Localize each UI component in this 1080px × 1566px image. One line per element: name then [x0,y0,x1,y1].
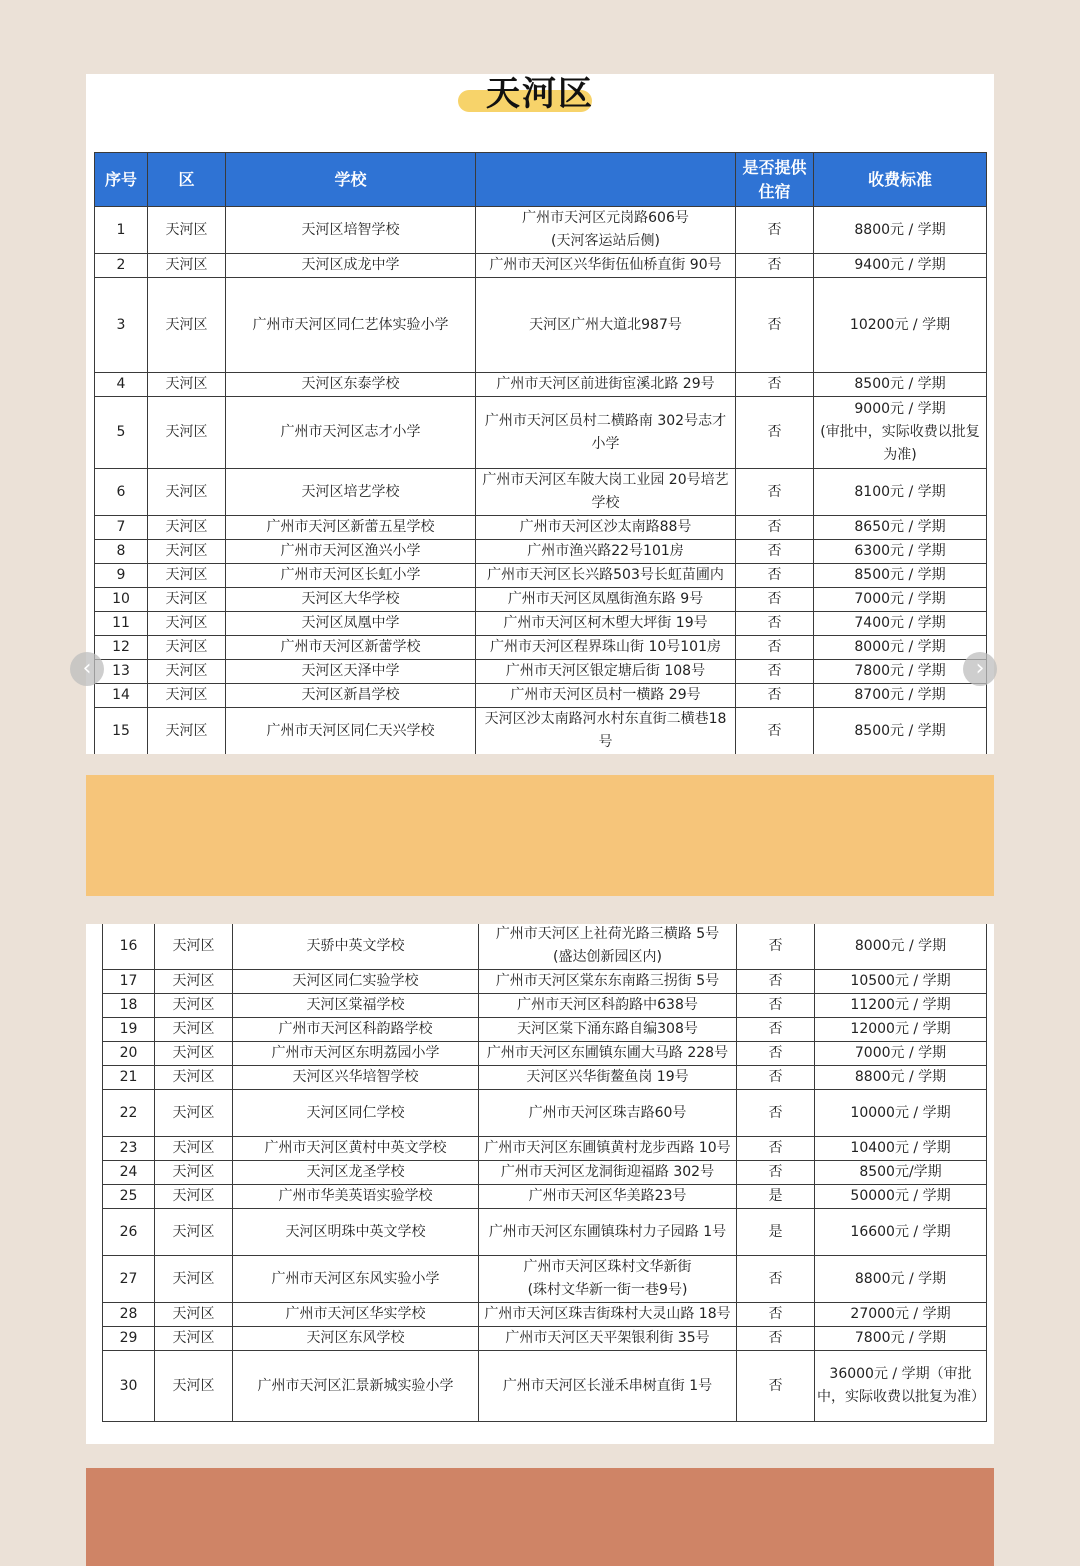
table-panel-bottom [86,924,994,1444]
cell-address: 广州市天河区车陂大岗工业园 20号培艺学校 [476,469,736,516]
cell-seq: 25 [103,1185,155,1209]
cell-school: 天骄中英文学校 [233,924,479,970]
cell-district: 天河区 [155,924,233,970]
cell-district: 天河区 [148,612,226,636]
cell-address: 广州市天河区元岗路606号 (天河客运站后侧) [476,207,736,254]
cell-seq: 20 [103,1042,155,1066]
header-school: 学校 [226,153,476,207]
table-row [103,1161,987,1185]
cell-district: 天河区 [148,684,226,708]
cell-seq: 24 [103,1161,155,1185]
cell-fee: 8800元 / 学期 [814,207,987,254]
cell-address: 广州市天河区长湴禾串树直街 1号 [479,1351,737,1422]
table-row [103,970,987,994]
cell-seq: 12 [95,636,148,660]
cell-school: 天河区凤凰中学 [226,612,476,636]
cell-boarding: 否 [736,684,814,708]
cell-school: 广州市天河区科韵路学校 [233,1018,479,1042]
cell-seq: 14 [95,684,148,708]
next-arrow-icon[interactable]: › [963,652,997,686]
cell-boarding: 否 [736,373,814,397]
cell-seq: 2 [95,254,148,278]
title-area [86,74,994,144]
cell-address: 广州市天河区龙洞街迎福路 302号 [479,1161,737,1185]
table-row [95,469,987,516]
cell-school: 广州市天河区新蕾学校 [226,636,476,660]
cell-seq: 7 [95,516,148,540]
cell-district: 天河区 [155,1066,233,1090]
cell-boarding: 否 [736,660,814,684]
table-row [103,1185,987,1209]
cell-school: 天河区天泽中学 [226,660,476,684]
cell-seq: 18 [103,994,155,1018]
cell-district: 天河区 [148,469,226,516]
cell-address: 天河区棠下涌东路自编308号 [479,1018,737,1042]
cell-fee: 10000元 / 学期 [815,1090,987,1137]
table-row [103,1090,987,1137]
cell-district: 天河区 [155,1256,233,1303]
cell-fee: 8100元 / 学期 [814,469,987,516]
cell-address: 广州市天河区科韵路中638号 [479,994,737,1018]
header-seq: 序号 [95,153,148,207]
cell-seq: 1 [95,207,148,254]
table-row [103,1137,987,1161]
cell-school: 天河区大华学校 [226,588,476,612]
cell-address: 广州市天河区珠吉街珠村大灵山路 18号 [479,1303,737,1327]
cell-fee: 8500元 / 学期 [814,564,987,588]
terracotta-band [86,1468,994,1566]
cell-school: 广州市天河区汇景新城实验小学 [233,1351,479,1422]
cell-fee: 7800元 / 学期 [815,1327,987,1351]
cell-school: 广州市天河区东明荔园小学 [233,1042,479,1066]
cell-seq: 28 [103,1303,155,1327]
table-body-part1 [95,207,987,755]
page-title: 天河区 [486,74,594,114]
cell-boarding: 否 [736,516,814,540]
cell-boarding: 否 [737,924,815,970]
cell-district: 天河区 [155,1090,233,1137]
cell-address: 广州市天河区前进街宦溪北路 29号 [476,373,736,397]
cell-seq: 3 [95,278,148,373]
cell-seq: 21 [103,1066,155,1090]
cell-fee: 10200元 / 学期 [814,278,987,373]
cell-district: 天河区 [148,588,226,612]
cell-boarding: 否 [737,1090,815,1137]
cell-seq: 4 [95,373,148,397]
cell-boarding: 否 [736,636,814,660]
cell-address: 广州市天河区东圃镇东圃大马路 228号 [479,1042,737,1066]
cell-district: 天河区 [155,1303,233,1327]
cell-school: 天河区龙圣学校 [233,1161,479,1185]
header-district: 区 [148,153,226,207]
cell-fee: 7800元 / 学期 [814,660,987,684]
cell-school: 广州市天河区志才小学 [226,397,476,469]
cell-seq: 13 [95,660,148,684]
cell-seq: 16 [103,924,155,970]
cell-fee: 11200元 / 学期 [815,994,987,1018]
cell-fee: 8500元 / 学期 [814,708,987,755]
cell-district: 天河区 [155,1042,233,1066]
cell-school: 广州市天河区同仁天兴学校 [226,708,476,755]
cell-district: 天河区 [148,540,226,564]
cell-boarding: 是 [737,1209,815,1256]
cell-boarding: 否 [737,970,815,994]
cell-address: 广州市天河区长兴路503号长虹苗圃内 [476,564,736,588]
cell-seq: 17 [103,970,155,994]
cell-address: 广州市天河区棠东东南路三拐街 5号 [479,970,737,994]
table-row [103,1042,987,1066]
cell-seq: 19 [103,1018,155,1042]
cell-school: 天河区培智学校 [226,207,476,254]
cell-address: 天河区兴华街鳌鱼岗 19号 [479,1066,737,1090]
cell-boarding: 否 [737,1042,815,1066]
table-row [95,397,987,469]
cell-boarding: 否 [737,1256,815,1303]
cell-address: 广州市天河区柯木塱大坪街 19号 [476,612,736,636]
cell-fee: 6300元 / 学期 [814,540,987,564]
cell-boarding: 否 [737,1161,815,1185]
table-row [95,207,987,254]
cell-fee: 7000元 / 学期 [814,588,987,612]
cell-fee: 9400元 / 学期 [814,254,987,278]
cell-fee: 8500元 / 学期 [814,373,987,397]
cell-school: 广州市天河区渔兴小学 [226,540,476,564]
cell-seq: 6 [95,469,148,516]
cell-boarding: 否 [736,540,814,564]
cell-boarding: 否 [736,207,814,254]
cell-school: 广州市天河区华实学校 [233,1303,479,1327]
cell-district: 天河区 [155,970,233,994]
table-header-row [95,153,987,207]
cell-boarding: 否 [736,254,814,278]
cell-school: 天河区培艺学校 [226,469,476,516]
cell-district: 天河区 [148,708,226,755]
previous-arrow-icon[interactable]: ‹ [70,652,104,686]
cell-seq: 15 [95,708,148,755]
cell-fee: 7000元 / 学期 [815,1042,987,1066]
cell-seq: 9 [95,564,148,588]
cell-school: 天河区棠福学校 [233,994,479,1018]
table-row [103,994,987,1018]
cell-school: 天河区新昌学校 [226,684,476,708]
cell-address: 广州市天河区天平架银利街 35号 [479,1327,737,1351]
cell-fee: 50000元 / 学期 [815,1185,987,1209]
cell-district: 天河区 [155,1351,233,1422]
cell-boarding: 否 [736,278,814,373]
table-row [95,636,987,660]
cell-district: 天河区 [148,254,226,278]
cell-seq: 22 [103,1090,155,1137]
cell-address: 广州市天河区员村二横路南 302号志才小学 [476,397,736,469]
cell-boarding: 否 [737,1351,815,1422]
cell-school: 广州市天河区新蕾五星学校 [226,516,476,540]
cell-fee: 8800元 / 学期 [815,1066,987,1090]
cell-address: 广州市天河区银定塘后街 108号 [476,660,736,684]
cell-address: 广州市天河区珠村文华新街 (珠村文华新一街一巷9号) [479,1256,737,1303]
cell-fee: 8800元 / 学期 [815,1256,987,1303]
cell-boarding: 否 [737,1137,815,1161]
cell-seq: 27 [103,1256,155,1303]
header-address [476,153,736,207]
cell-district: 天河区 [148,660,226,684]
cell-boarding: 否 [736,588,814,612]
cell-boarding: 否 [736,708,814,755]
cell-address: 天河区广州大道北987号 [476,278,736,373]
cell-district: 天河区 [155,1161,233,1185]
table-row [95,373,987,397]
table-body-part2 [103,924,987,1422]
cell-fee: 8000元 / 学期 [815,924,987,970]
table-panel-top [86,74,994,754]
table-row [95,254,987,278]
cell-fee: 8650元 / 学期 [814,516,987,540]
table-row [95,612,987,636]
cell-district: 天河区 [148,207,226,254]
cell-fee: 7400元 / 学期 [814,612,987,636]
cell-address: 广州市天河区兴华街伍仙桥直街 90号 [476,254,736,278]
school-fee-table-part1 [94,152,987,754]
cell-school: 天河区明珠中英文学校 [233,1209,479,1256]
cell-school: 广州市天河区东风实验小学 [233,1256,479,1303]
cell-address: 广州市天河区员村一横路 29号 [476,684,736,708]
cell-school: 天河区东泰学校 [226,373,476,397]
cell-district: 天河区 [148,516,226,540]
cell-fee: 8500元/学期 [815,1161,987,1185]
table-row [103,1066,987,1090]
cell-fee: 16600元 / 学期 [815,1209,987,1256]
cell-address: 广州市天河区凤凰街渔东路 9号 [476,588,736,612]
cell-address: 广州市天河区东圃镇珠村力子园路 1号 [479,1209,737,1256]
cell-address: 广州市天河区程界珠山街 10号101房 [476,636,736,660]
cell-fee: 12000元 / 学期 [815,1018,987,1042]
cell-fee: 10400元 / 学期 [815,1137,987,1161]
cell-address: 广州市天河区上社荷光路三横路 5号 (盛达创新园区内) [479,924,737,970]
cell-seq: 10 [95,588,148,612]
cell-boarding: 否 [736,612,814,636]
table-row [103,1327,987,1351]
cell-school: 天河区东风学校 [233,1327,479,1351]
cell-boarding: 否 [737,1018,815,1042]
school-fee-table-part2 [102,924,987,1422]
cell-fee: 8700元 / 学期 [814,684,987,708]
cell-district: 天河区 [155,1137,233,1161]
cell-seq: 29 [103,1327,155,1351]
cell-school: 天河区同仁学校 [233,1090,479,1137]
table-row [95,708,987,755]
cell-boarding: 是 [737,1185,815,1209]
cell-school: 天河区兴华培智学校 [233,1066,479,1090]
cell-fee: 9000元 / 学期 (审批中，实际收费以批复为准) [814,397,987,469]
table-row [95,684,987,708]
cell-school: 广州市天河区黄村中英文学校 [233,1137,479,1161]
table-row [103,1256,987,1303]
cell-district: 天河区 [155,1018,233,1042]
cell-district: 天河区 [148,397,226,469]
cell-school: 广州市天河区同仁艺体实验小学 [226,278,476,373]
cell-address: 广州市渔兴路22号101房 [476,540,736,564]
table-row [95,516,987,540]
cell-boarding: 否 [737,1327,815,1351]
cell-seq: 8 [95,540,148,564]
cell-address: 广州市天河区华美路23号 [479,1185,737,1209]
cell-district: 天河区 [148,564,226,588]
cell-district: 天河区 [148,636,226,660]
cell-boarding: 否 [736,564,814,588]
table-row [103,924,987,970]
cell-district: 天河区 [155,1209,233,1256]
cell-fee: 10500元 / 学期 [815,970,987,994]
cell-district: 天河区 [155,1327,233,1351]
table-row [103,1303,987,1327]
table-row [103,1018,987,1042]
cell-seq: 5 [95,397,148,469]
cell-district: 天河区 [155,1185,233,1209]
cell-seq: 23 [103,1137,155,1161]
header-boarding [736,153,814,207]
cell-boarding: 否 [737,1303,815,1327]
cell-school: 广州市华美英语实验学校 [233,1185,479,1209]
cell-seq: 26 [103,1209,155,1256]
table-row [95,564,987,588]
cell-address: 广州市天河区珠吉路60号 [479,1090,737,1137]
cell-school: 广州市天河区长虹小学 [226,564,476,588]
table-row [95,588,987,612]
cell-address: 广州市天河区沙太南路88号 [476,516,736,540]
table-row [95,278,987,373]
cell-boarding: 否 [736,397,814,469]
cell-school: 天河区同仁实验学校 [233,970,479,994]
cell-district: 天河区 [148,278,226,373]
cell-school: 天河区成龙中学 [226,254,476,278]
table-row [95,540,987,564]
cell-address: 天河区沙太南路河水村东直街二横巷18号 [476,708,736,755]
header-boarding-line2: 住宿 [758,181,791,201]
cell-seq: 11 [95,612,148,636]
header-fee: 收费标准 [814,153,987,207]
cell-fee: 27000元 / 学期 [815,1303,987,1327]
cell-seq: 30 [103,1351,155,1422]
table-row [103,1209,987,1256]
table-row [95,660,987,684]
yellow-band [86,775,994,896]
cell-boarding: 否 [736,469,814,516]
cell-boarding: 否 [737,1066,815,1090]
cell-boarding: 否 [737,994,815,1018]
header-boarding-line1: 是否提供 [742,157,807,177]
cell-district: 天河区 [155,994,233,1018]
cell-fee: 8000元 / 学期 [814,636,987,660]
cell-fee: 36000元 / 学期（审批中，实际收费以批复为准） [815,1351,987,1422]
table-row [103,1351,987,1422]
cell-district: 天河区 [148,373,226,397]
cell-address: 广州市天河区东圃镇黄村龙步西路 10号 [479,1137,737,1161]
